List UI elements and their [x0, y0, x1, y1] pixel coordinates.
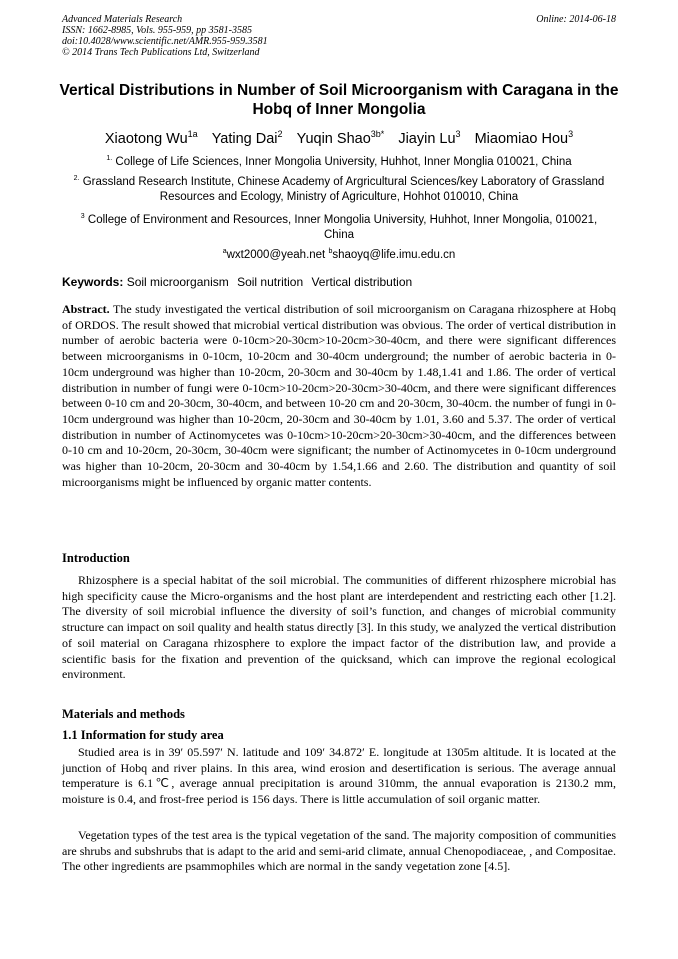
online-date: Online: 2014-06-18 [536, 14, 616, 25]
email-link[interactable]: wxt2000@yeah.net [226, 248, 326, 261]
keyword: Soil nutrition [237, 275, 304, 289]
author: Xiaotong $Wu^{1a}$ [104, 129, 198, 147]
affiliation-1: $^{1.}$ College of Life Sciences, Inner Mongolia University, Huhhot, Inner Monglia 010021, China [106, 155, 572, 168]
paper-title: Vertical Distributions in Number of Soil Microorganism with Caragana in the Hobq of Inner Mongolia [59, 82, 619, 118]
affiliation-2: $^{2.}$ Grassland Research Institute, Chinese Academy of Argricultural Sciences/key Laboratory of Grassland Resources and Ecology, Ministry of Agriculture, Hohhot 010010, China [73, 175, 605, 203]
abstract [62, 302, 616, 490]
keyword: Soil microorganism [126, 275, 229, 289]
issn-line: ISSN: 1662-8985, Vols. 955-959, pp 3581-3585 [62, 25, 252, 36]
author: Miaomiao Hou$^3$ [474, 129, 574, 147]
keyword: Vertical distribution [311, 275, 413, 289]
keywords-label: Keywords: [62, 275, 124, 289]
abstract-text: The study investigated the vertical distribution of soil microorganism on Caragana rhizosphere at Hobq of ORDOS. The result showed that microbial vertical distribution was obvious. The order of vertical distribution in number of aerobic bacteria were 0-10cm>20-30cm>10-20cm>30-40cm, and there were significant differences between microorganisms in 0-10cm, 10-20cm and 30-40cm underground; the number of aerobic bacteria in 0-10cm underground was higher than 10-20cm, 20-30cm and 30-40cm by 1.48,1.41 and 1.86. The order of vertical distribution in number of fungi were 0-10cm>10-20cm>20-30cm>30-40cm, and there were significant differences between 0-10 cm and 20-30cm, 30-40cm, and between 10-20 cm and 20-30cm, 30-40cm. the number of fungi in 0-10cm underground was higher than 10-20cm, 20-30cm and 30-40cm by 1.01, 3.60 and 5.37. The order of vertical distribution in number of Actinomycetes was 0-10cm>10-20cm>20-30cm>30-40cm, and the differences between 0-10 cm and 10-20cm, 20-30cm, 30-40cm were significant; the number of Actinomycetes in 0-10cm underground was higher than 10-20cm, 20-30cm and 30-40cm by 1.54,1.66 and 2.60. The distribution and quantity of soil microorganisms might be influenced by organic matter contents. [62, 302, 616, 489]
study-area-subheading: 1.1 Information for study area [62, 728, 224, 742]
methods-heading: Materials and methods [62, 707, 185, 721]
introduction-heading: Introduction [62, 551, 130, 565]
copyright-line: © 2014 Trans Tech Publications Ltd, Switzerland [62, 47, 260, 58]
affiliation-3: $^3$ College of Environment and Resources, Inner Mongolia University, Huhhot, Inner Mongolia, 010021, China [80, 213, 598, 241]
author: Yuqin Shao$^{3b*}$ [296, 129, 385, 147]
author-emails: $^a$wxt2000@yeah.net $^b$shaoyq@life.imu.edu.cn [222, 248, 456, 261]
author: Jiayin Lu$^3$ [398, 129, 461, 147]
journal-name: Advanced Materials Research [62, 14, 183, 25]
author: Yating Dai$^2$ [211, 129, 283, 147]
email-link[interactable]: shaoyq@life.imu.edu.cn [332, 248, 456, 261]
journal-header [62, 14, 616, 58]
abstract-label: Abstract. [62, 302, 110, 316]
vegetation-paragraph: Vegetation types of the test area is the typical vegetation of the sand. The majority composition of communities are shrubs and subshrubs that is adapt to the arid and semi-arid climate, annual Chenopodiaceae, , and Compositae. The other ingredients are psammophiles which are normal in the sandy vegetation zone [4.5]. [62, 828, 616, 874]
introduction-text: Rhizosphere is a special habitat of the soil microbial. The communities of different rhizosphere microbial has high specificity cause the Micro-organisms and the host plant are interdependent and restricting each other [1.2]. The diversity of soil microbial influence the diversity of soil’s function, and changes of microbial community structure can impact on soil quality and health status directly [3]. In this study, we analyzed the vertical distribution of soil material on Caragana rhizosphere to explore the impact factor of the distribution law, and provide a scientific basis for the fixation and prevention of the quicksand, which can improve the regional ecological environment. [62, 573, 616, 682]
doi-line[interactable]: doi:10.4028/www.scientific.net/AMR.955-959.3581 [62, 36, 268, 47]
keywords [62, 274, 417, 290]
study-area-paragraph: Studied area is in 39′ 05.597′ N. latitude and 109′ 34.872′ E. longitude at 1305m altitude. It is located at the junction of Hobq and river plains. In this area, wind erosion and desertification is serious. The average annual temperature is 6.1℃, average annual precipitation is around 310mm, the annual evaporation is 2130.2 mm, moisture is 0.4, and frost-free period is 156 days. There is little accumulation of soil organic matter. [62, 745, 616, 807]
author-list [40, 124, 638, 149]
